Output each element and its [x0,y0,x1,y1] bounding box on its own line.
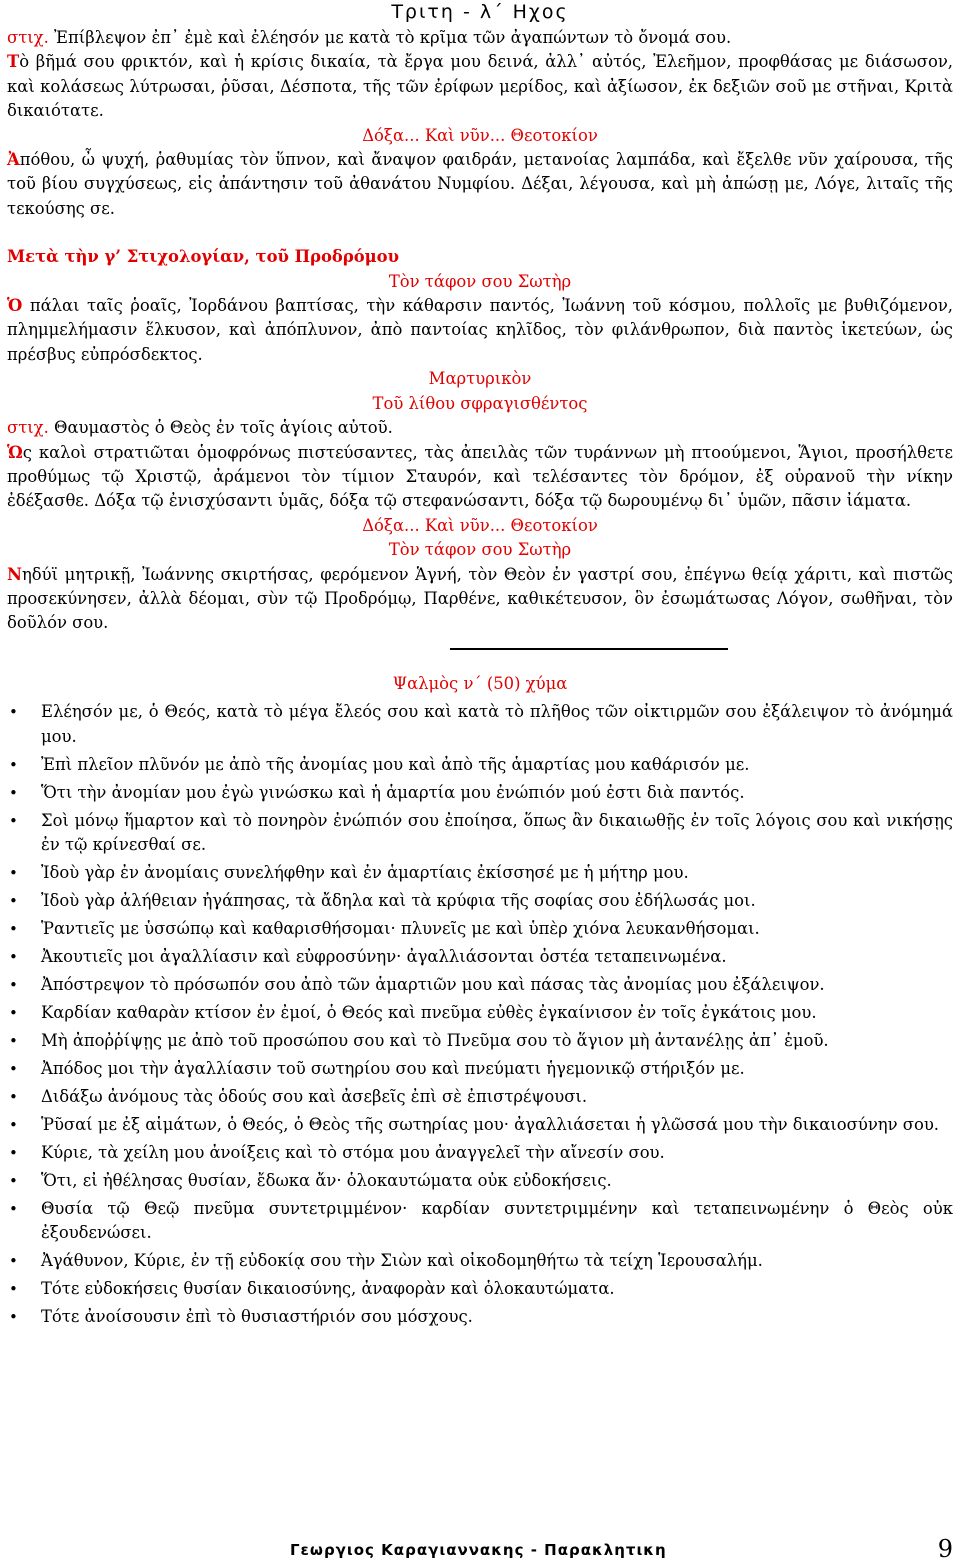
verse-text: Ἀπόστρεψον τὸ πρόσωπόν σου ἀπὸ τῶν ἁμαρτιῶν μου καὶ πάσας τὰς ἀνομίας μου ἐξάλειψον. [41,974,825,994]
psalm-verse [7,973,953,997]
melody-heading: Τοῦ λίθου σφραγισθέντος [372,393,588,413]
troparion-text: ὸ βῆμά σου φρικτόν, καὶ ἡ κρίσις δικαία, τὰ ἔργα μου δεινά, ἀλλ᾿ αὐτός, Ἐλεῆμον, προφθάσας με διάσωσον, καὶ κολάσεως λύτρωσαι, ῥῦσαι, Δέσποτα, τῆς τῶν ἐρίφων μερίδος, καὶ ἀξίωσον, ἐκ δεξιῶν σοῦ με στῆναι, Κριτὰ δικαιότατε. [7,52,953,121]
bullet-icon: • [9,1143,18,1162]
drop-initial: Ἀ [7,150,20,170]
psalm-title: Ψαλμὸς ν΄ (50) χύμα [392,673,568,693]
verse-text: Ὅτι τὴν ἀνομίαν μου ἐγὼ γινώσκω καὶ ἡ ἁμαρτία μου ἐνώπιόν μού ἐστι διὰ παντός. [41,782,745,802]
psalm-verse [7,1057,953,1081]
drop-initial: Ν [7,564,22,584]
psalm-verse [7,700,953,749]
bullet-icon: • [9,891,18,910]
verse-text: Διδάξω ἀνόμους τὰς ὁδούς σου καὶ ἀσεβεῖς ἐπὶ σὲ ἐπιστρέψουσι. [41,1086,588,1106]
document-page [7,0,953,1333]
troparion-text: πάλαι ταῖς ῥοαῖς, Ἰορδάνου βαπτίσας, τὴν κάθαρσιν παντός, Ἰωάννη τοῦ κόσμου, πολλοῖς με βυθιζόμενον, πλημμελήμασιν ἕλκυσον, καὶ ἀπόπλυνον, ἀπὸ παντοίας κηλῖδος, τὸν φιλάνθρωπον, διὰ παντὸς ἱκετεύων, ὡς πρέσβυς εὐπρόσδεκτος. [7,296,953,364]
psalm-verse [7,753,953,777]
psalm-verse [7,809,953,858]
bullet-icon: • [9,1252,18,1271]
verse-text: Μὴ ἀποῤῥίψῃς με ἀπὸ τοῦ προσώπου σου καὶ τὸ Πνεῦμα σου τὸ ἅγιον μὴ ἀντανέλῃς ἀπ᾿ ἐμοῦ. [41,1030,829,1050]
psalm-verse [7,917,953,941]
theotokion-text: ηδύϊ μητρικῇ, Ἰωάννης σκιρτήσας, φερόμενον Ἁγνή, τὸν Θεὸν ἐν γαστρί σου, ἐπέγνω θείᾳ χάριτι, καὶ πιστῶς προσεκύνησεν, ἀλλὰ δέομαι, σὺν τῷ Προδρόμῳ, Παρθένε, καθικέτευσον, ὃν ἐσωμάτωσας Λόγον, σωθῆναι, τὸν δοῦλόν σου. [7,564,953,633]
melody-heading: Τὸν τάφον σου Σωτὴρ [388,271,572,291]
verse-text: Ῥῦσαί με ἐξ αἱμάτων, ὁ Θεός, ὁ Θεὸς τῆς σωτηρίας μου· ἀγαλλιάσεται ἡ γλῶσσά μου τὴν δικαιοσύνην σου. [41,1114,940,1134]
bullet-icon: • [9,755,18,774]
bullet-icon: • [9,1171,18,1190]
bullet-icon: • [9,1115,18,1134]
footer-text: Γεωργιος Καραγιαννακης - Παρακλητικη [290,1541,667,1559]
running-header: Τριτη - λ΄ Ηχος [391,1,569,23]
psalm-verse [7,1169,953,1193]
bullet-icon: • [9,783,18,802]
bullet-icon: • [9,919,18,938]
bullet-icon: • [9,1031,18,1050]
verse-text: Θυσία τῷ Θεῷ πνεῦμα συντετριμμένον· καρδίαν συντετριμμένην καὶ τεταπεινωμένην ὁ Θεὸς οὐκ ἐξουδενώσει. [41,1198,953,1243]
bullet-icon: • [9,947,18,966]
verse-text: Καρδίαν καθαρὰν κτίσον ἐν ἐμοί, ὁ Θεός καὶ πνεῦμα εὐθὲς ἐγκαίνισον ἐν τοῖς ἐγκάτοις μου. [41,1002,817,1022]
bullet-icon: • [9,1308,18,1327]
bullet-icon: • [9,975,18,994]
verse-text: Ελέησόν με, ὁ Θεός, κατὰ τὸ μέγα ἔλεός σου καὶ κατὰ τὸ πλῆθος τῶν οἰκτιρμῶν σου ἐξάλειψον τὸ ἀνόμημά μου. [41,702,953,746]
psalm-verse [7,1277,953,1301]
verse-text: Ἰδοὺ γὰρ ἐν ἀνομίαις συνελήφθην καὶ ἐν ἁμαρτίαις ἐκίσσησέ με ἡ μήτηρ μου. [41,862,689,882]
drop-initial: Ὡ [7,442,23,462]
psalm-verse [7,1141,953,1165]
doxa-heading: Δόξα... Καὶ νῦν... Θεοτοκίον [362,125,598,145]
stich-text: Θαυμαστὸς ὁ Θεὸς ἐν τοῖς ἁγίοις αὐτοῦ. [48,418,393,438]
bullet-icon: • [9,811,18,830]
psalm-verse [7,1113,953,1137]
psalm-verse [7,1197,953,1246]
martyrikon-heading: Μαρτυρικὸν [428,369,532,389]
martyrikon [7,441,953,514]
troparion [7,50,953,123]
psalm-verse [7,889,953,913]
psalm-verse [7,861,953,885]
page-footer [0,1533,960,1565]
stich-verse [7,416,953,440]
theotokion-text: πόθου, ὦ ψυχή, ῥαθυμίας τὸν ὕπνον, καὶ ἄναψον φαιδράν, μετανοίας λαμπάδα, καὶ ἔξελθε νῦν χαίρουσα, τῆς τοῦ βίου συγχύσεως, εἰς ἀπάντησιν τοῦ ἀθανάτου Νυμφίου. Δέξαι, λέγουσα, καὶ μὴ ἀπώσῃ με, Λόγε, λιταῖς τῆς τεκούσης σε. [7,150,953,218]
bullet-icon: • [9,1087,18,1106]
section-divider [450,648,728,650]
troparion [7,294,953,367]
verse-text: Τότε εὐδοκήσεις θυσίαν δικαιοσύνης, ἀναφορὰν καὶ ὁλοκαυτώματα. [41,1279,615,1299]
drop-initial: Τ [7,52,20,72]
bullet-icon: • [9,1003,18,1022]
verse-text: Κύριε, τὰ χείλη μου ἀνοίξεις καὶ τὸ στόμα μου ἀναγγελεῖ τὴν αἴνεσίν σου. [41,1142,665,1162]
martyrikon-text: ς καλοὶ στρατιῶται ὁμοφρόνως πιστεύσαντες, τὰς ἀπειλὰς τῶν τυράννων μὴ πτοούμενοι, Ἅγιοι, προσήλθετε προθύμως τῷ Χριστῷ, ἀράμενοι τὸν τίμιον Σταυρόν, καὶ τελέσαντες τὸν δρόμον, ἐξ οὐρανοῦ τὴν νίκην ἐδέξασθε. Δόξα τῷ ἐνισχύσαντι ὑμᾶς, δόξα τῷ στεφανώσαντι, δόξα τῷ δωρουμένῳ δι᾿ ὑμῶν, πᾶσιν ἰάματα. [7,442,953,511]
stich-verse [7,26,953,50]
psalm-verse [7,1001,953,1025]
theotokion [7,563,953,636]
bullet-icon: • [9,863,18,882]
verse-text: Ἀκουτιεῖς μοι ἀγαλλίασιν καὶ εὐφροσύνην· ἀγαλλιάσονται ὀστέα τεταπεινωμένα. [41,946,727,966]
bullet-icon: • [9,1280,18,1299]
stich-prefix: στιχ. [7,418,49,438]
verse-text: Ἐπὶ πλεῖον πλῦνόν με ἀπὸ τῆς ἀνομίας μου καὶ ἀπὸ τῆς ἁμαρτίας μου καθάρισόν με. [41,754,750,774]
psalm-verse [7,1029,953,1053]
psalm-verse [7,945,953,969]
page-number: 9 [937,1535,953,1563]
psalm-verse-list [7,700,953,1330]
psalm-verse [7,1305,953,1329]
verse-text: Σοὶ μόνῳ ἥμαρτον καὶ τὸ πονηρὸν ἐνώπιόν σου ἐποίησα, ὅπως ἂν δικαιωθῇς ἐν τοῖς λόγοις σου καὶ νικήσῃς ἐν τῷ κρίνεσθαί σε. [41,810,953,854]
section-heading: Μετὰ τὴν γ’ Στιχολογίαν, τοῦ Προδρόμου [7,247,399,267]
verse-text: Ἀγάθυνον, Κύριε, ἐν τῇ εὐδοκίᾳ σου τὴν Σιὼν καὶ οἰκοδομηθήτω τὰ τείχη Ἱερουσαλήμ. [41,1251,763,1271]
bullet-icon: • [9,1059,18,1078]
verse-text: Ἰδοὺ γὰρ ἀλήθειαν ἠγάπησας, τὰ ἄδηλα καὶ τὰ κρύφια τῆς σοφίας σου ἐδήλωσάς μοι. [41,890,756,910]
psalm-verse [7,781,953,805]
verse-text: Ἀπόδος μοι τὴν ἀγαλλίασιν τοῦ σωτηρίου σου καὶ πνεύματι ἡγεμονικῷ στήριξόν με. [41,1058,745,1078]
verse-text: Ῥαντιεῖς με ὑσσώπῳ καὶ καθαρισθήσομαι· πλυνεῖς με καὶ ὑπὲρ χιόνα λευκανθήσομαι. [41,918,760,938]
doxa-heading: Δόξα... Καὶ νῦν... Θεοτοκίον [362,515,598,535]
stich-prefix: στιχ. [7,28,49,47]
verse-text: Ὅτι, εἰ ἠθέλησας θυσίαν, ἔδωκα ἄν· ὁλοκαυτώματα οὐκ εὐδοκήσεις. [41,1170,612,1190]
psalm-verse [7,1249,953,1273]
verse-text: Τότε ἀνοίσουσιν ἐπὶ τὸ θυσιαστήριόν σου μόσχους. [41,1307,473,1327]
theotokion [7,148,953,221]
drop-initial: Ὁ [7,296,23,316]
bullet-icon: • [9,1199,18,1218]
stich-text: Ἐπίβλεψον ἐπ᾿ ἐμὲ καὶ ἐλέησόν με κατὰ τὸ κρῖμα τῶν ἀγαπώντων τὸ ὄνομά σου. [48,28,732,47]
psalm-verse [7,1085,953,1109]
melody-heading: Τὸν τάφον σου Σωτὴρ [388,540,572,560]
bullet-icon: • [9,703,18,722]
